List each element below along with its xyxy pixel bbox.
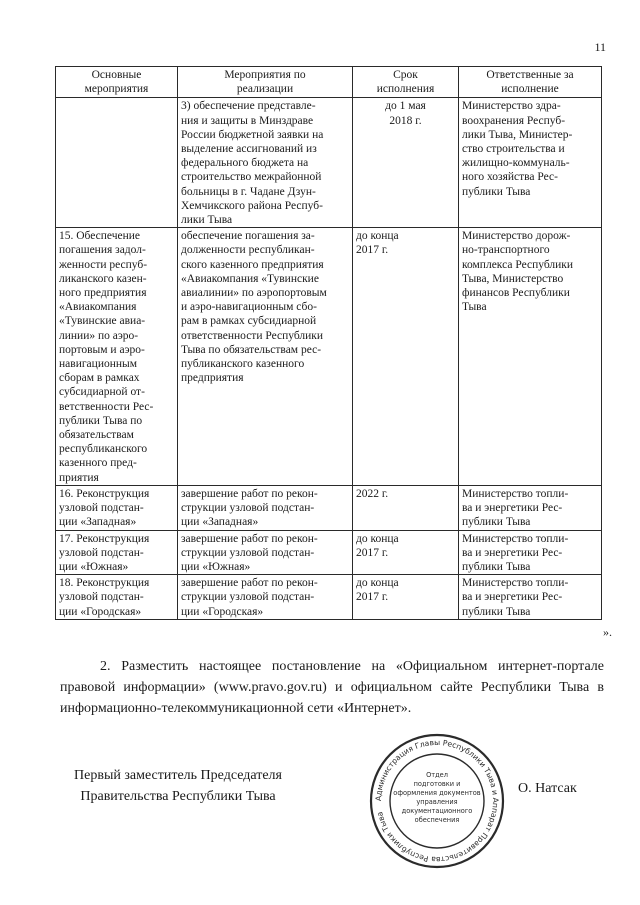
table-row: [56, 575, 602, 620]
cell-main: 16. Реконструкция узловой подстан- ции «Западная»: [56, 485, 178, 530]
signatory-name: О. Натсак: [518, 781, 577, 796]
cell-main: [56, 98, 178, 228]
official-seal: [369, 733, 505, 869]
seal-outer-text: Администрация Главы Республики Тыва и Аппарат Правительства Республики Тыва: [373, 737, 501, 865]
measures-table: [55, 66, 602, 620]
cell-main: 18. Реконструкция узловой подстан- ции «Городская»: [56, 575, 178, 620]
header-actions: Мероприятия по реализации: [178, 67, 353, 98]
seal-inner-line: управления: [416, 798, 458, 806]
cell-responsible: Министерство дорож- но-транспортного комплекса Республики Тыва, Министерство финансов Республики Тыва: [459, 228, 602, 486]
cell-term: до конца 2017 г.: [353, 228, 459, 486]
cell-term: до конца 2017 г.: [353, 530, 459, 575]
seal-inner-line: подготовки и: [413, 780, 461, 788]
seal-inner-line: обеспечения: [414, 816, 460, 824]
seal-inner-line: Отдел: [426, 771, 448, 779]
header-responsible: Ответственные за исполнение: [459, 67, 602, 98]
signatory-title: [60, 765, 296, 807]
table-row: [56, 530, 602, 575]
cell-main: 17. Реконструкция узловой подстан- ции «Южная»: [56, 530, 178, 575]
cell-main: 15. Обеспечение погашения задол- женности респуб- ликанского казен- ного предприятия «Авиакомпания «Тувинские авиа- линии» по аэро- портовым и аэро- навигационным сборам в рамках субсидиарной от- ветственности Рес- публики Тыва по обязательствам республиканского казенного пред- приятия: [56, 228, 178, 486]
cell-term: до 1 мая 2018 г.: [353, 98, 459, 228]
table-header-row: [56, 67, 602, 98]
table-row: [56, 228, 602, 486]
signatory-title-line: Первый заместитель Председателя: [74, 768, 282, 783]
page-number: 11: [594, 40, 606, 54]
resolution-paragraph: 2. Разместить настоящее постановление на «Официальном интернет-портале правовой информации» (www.pravo.gov.ru) и официальном сайте Республики Тыва в информационно-телекоммуникационной сети «Интернет».: [60, 659, 604, 716]
cell-responsible: Министерство топли- ва и энергетики Рес- публики Тыва: [459, 530, 602, 575]
table-row: [56, 98, 602, 228]
cell-action: завершение работ по рекон- струкции узловой подстан- ции «Городская»: [178, 575, 353, 620]
cell-action: обеспечение погашения за- долженности республикан- ского казенного предприятия «Авиакомпания «Тувинские авиалинии» по аэропортовым и аэро-навигационным сбо- рам в рамках субсидиарной ответственности Республики Тыва по обязательствам рес- публиканского казенного предприятия: [178, 228, 353, 486]
signatory-title-line: Правительства Республики Тыва: [80, 789, 276, 804]
cell-responsible: Министерство топли- ва и энергетики Рес- публики Тыва: [459, 485, 602, 530]
closing-quote-mark: ».: [603, 625, 612, 639]
header-main-measures: Основные мероприятия: [56, 67, 178, 98]
cell-action: 3) обеспечение представле- ния и защиты в Минздраве России бюджетной заявки на выделение ассигнований из федерального бюджета на строительство межрайонной больницы в г. Чадане Дзун- Хемчикского района Респуб- лики Тыва: [178, 98, 353, 228]
cell-responsible: Министерство здра- воохранения Респуб- лики Тыва, Министер- ство строительства и жилищно-коммуналь- ного хозяйства Рес- публики Тыва: [459, 98, 602, 228]
seal-inner-line: оформления документов: [393, 789, 481, 797]
cell-responsible: Министерство топли- ва и энергетики Рес- публики Тыва: [459, 575, 602, 620]
seal-inner-line: документационного: [401, 807, 473, 815]
cell-action: завершение работ по рекон- струкции узловой подстан- ции «Южная»: [178, 530, 353, 575]
table-row: [56, 485, 602, 530]
cell-action: завершение работ по рекон- струкции узловой подстан- ции «Западная»: [178, 485, 353, 530]
cell-term: до конца 2017 г.: [353, 575, 459, 620]
header-term: Срок исполнения: [353, 67, 459, 98]
cell-term: 2022 г.: [353, 485, 459, 530]
